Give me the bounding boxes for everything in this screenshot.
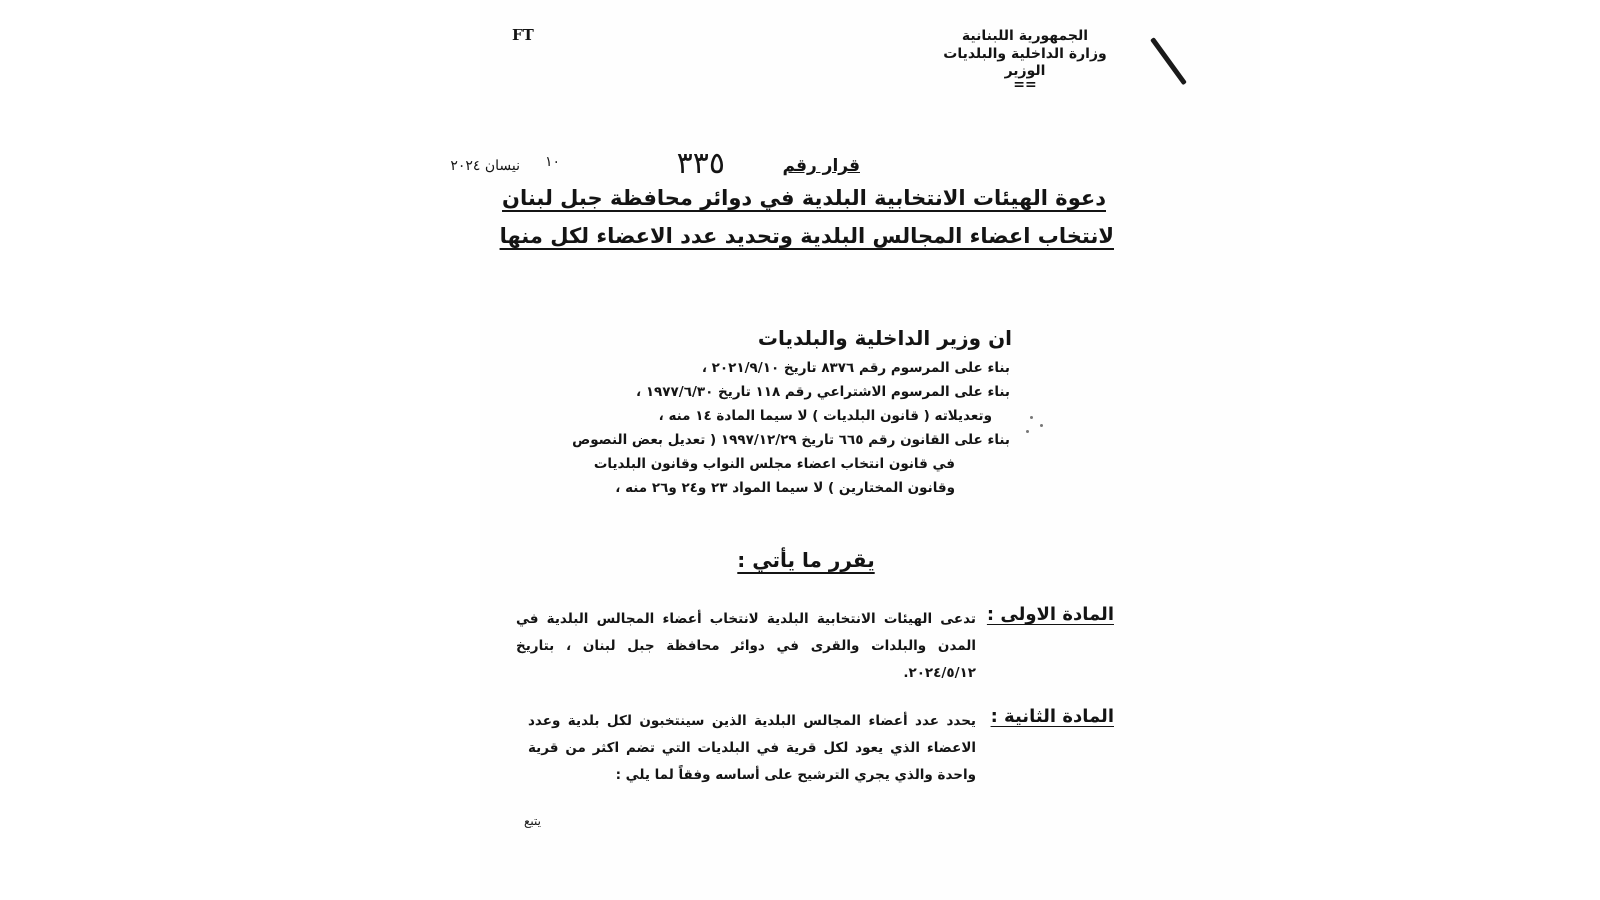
title-line-2: لانتخاب اعضاء المجالس البلدية وتحديد عدد الاعضاء لكل منها <box>499 224 1114 248</box>
title-line-1: دعوة الهيئات الانتخابية البلدية في دوائر محافظة جبل لبنان <box>502 186 1106 210</box>
header-office: الوزير <box>1004 63 1046 79</box>
decision-number: ٣٣٥ <box>676 146 725 181</box>
preamble-line: في قانون انتخاب اعضاء مجلس النواب وقانون البلديات <box>593 456 955 472</box>
article-2-label: المادة الثانية : <box>990 706 1114 727</box>
header-ministry: وزارة الداخلية والبلديات <box>943 46 1107 62</box>
minister-heading: ان وزير الداخلية والبلديات <box>757 326 1012 350</box>
preamble-line: وقانون المختارين ) لا سيما المواد ٢٣ و٢٤ و٢٦ منه ، <box>615 480 955 496</box>
article-2-text: يحدد عدد أعضاء المجالس البلدية الذين سينتخبون لكل بلدية وعدد الاعضاء الذي يعود لكل قرية في البلديات التي تضم اكثر من قرية واحدة والذي يجري الترشيح على أساسه وفقاً لما يلي : <box>528 713 976 783</box>
decision-label: قرار رقم <box>782 156 860 176</box>
article-1-label: المادة الاولى : <box>986 604 1114 625</box>
preamble-list <box>514 356 1010 500</box>
preamble-line: بناء على المرسوم رقم ٨٣٧٦ تاريخ ٢٠٢١/٩/١٠ ، <box>701 360 1010 376</box>
preamble-line: بناء على القانون رقم ٦٦٥ تاريخ ١٩٩٧/١٢/٢٩ ( تعديل بعض النصوص <box>572 432 1010 448</box>
continued-mark: يتبع <box>524 814 541 828</box>
document-code: FT <box>512 26 534 44</box>
scan-speck <box>1040 424 1043 427</box>
scan-speck <box>1026 430 1029 433</box>
decision-day-mark: ١٠ <box>544 154 560 170</box>
decision-line <box>440 148 860 188</box>
decision-date: نيسان ٢٠٢٤ <box>450 158 520 174</box>
article-1-text: تدعى الهيئات الانتخابية البلدية لانتخاب أعضاء المجالس البلدية في المدن والبلدات والقرى في دوائر محافظة جبل لبنان ، بتاريخ ٢٠٢٤/٥/١٢. <box>516 611 976 681</box>
decides-heading: يقرر ما يأتي : <box>737 548 875 572</box>
header-block <box>940 28 1110 92</box>
header-country: الجمهورية اللبنانية <box>961 28 1089 44</box>
preamble-line: بناء على المرسوم الاشتراعي رقم ١١٨ تاريخ ١٩٧٧/٦/٣٠ ، <box>635 384 1010 400</box>
preamble-line: وتعديلاته ( قانون البلديات ) لا سيما المادة ١٤ منه ، <box>658 408 992 424</box>
scan-speck <box>1030 416 1033 419</box>
header-marker: == <box>1013 77 1037 93</box>
